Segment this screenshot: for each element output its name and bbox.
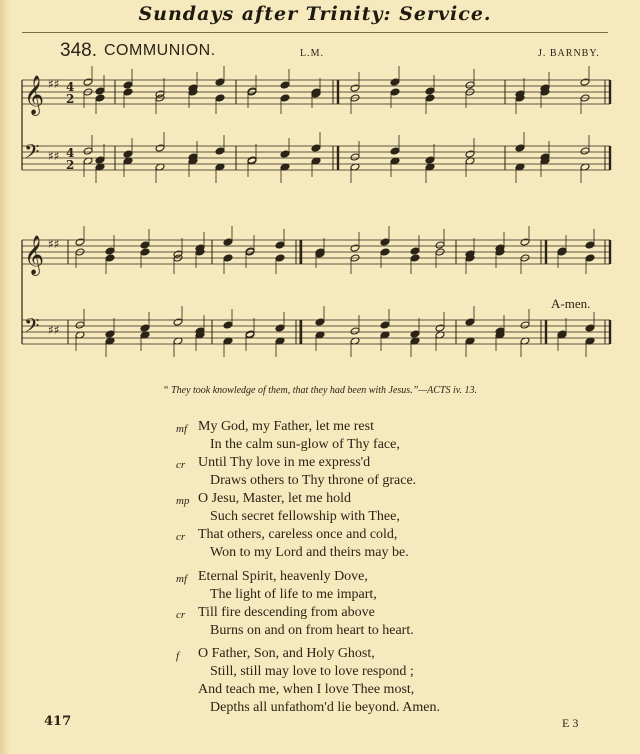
hymn-number: 348. — [60, 40, 97, 61]
note-head — [123, 81, 133, 89]
note-head — [350, 244, 360, 252]
stanza-1 — [178, 418, 416, 490]
note-head — [410, 254, 420, 262]
line-text: Eternal Spirit, heavenly Dove, — [198, 569, 368, 584]
note-head — [223, 238, 233, 246]
treble-clef-icon: 𝄞 — [24, 235, 45, 275]
note-head — [95, 156, 105, 164]
epigraph: “ They took knowledge of them, that they had been with Jesus.”—ACTS iv. 13. — [163, 385, 477, 396]
composer: J. BARNBY. — [538, 48, 600, 59]
note-head — [123, 150, 133, 158]
note-head — [215, 78, 225, 86]
note-head — [380, 248, 390, 256]
note-head — [123, 88, 133, 96]
note-head — [520, 238, 530, 246]
note-head — [425, 87, 435, 95]
line-text: Draws others to Thy throne of grace. — [210, 473, 417, 488]
note-head — [585, 241, 595, 249]
note-head — [315, 318, 325, 326]
line-text: My God, my Father, let me rest — [198, 419, 374, 434]
line-text: Still, still may love to love respond ; — [210, 664, 414, 679]
line-text: Depths all unfathom'd lie beyond. Amen. — [210, 700, 440, 715]
dynamic-marking: cr — [176, 459, 186, 471]
line-text: That others, careless once and cold, — [198, 527, 398, 542]
stanza-3 — [178, 568, 414, 640]
line-text: Burns on and on from heart to heart. — [210, 623, 414, 638]
note-head — [215, 94, 225, 102]
stanza-line — [178, 568, 414, 586]
stanza-line — [178, 663, 440, 681]
note-head — [223, 321, 233, 329]
amen-lyric: A-men. — [551, 296, 591, 311]
dynamic-marking: cr — [176, 531, 186, 543]
bass-clef-icon: 𝄢 — [24, 140, 40, 168]
note-head — [275, 254, 285, 262]
dynamic-marking: cr — [176, 609, 186, 621]
line-text: And teach me, when I love Thee most, — [198, 682, 415, 697]
note-head — [350, 327, 360, 335]
note-head — [140, 241, 150, 249]
time-signature-lower: 2 — [66, 158, 75, 172]
note-head — [410, 247, 420, 255]
stanza-line — [178, 526, 409, 544]
dynamic-marking: f — [176, 650, 180, 662]
note-head — [465, 81, 475, 89]
note-head — [95, 94, 105, 102]
line-text: Won to my Lord and theirs may be. — [210, 545, 409, 560]
note-head — [425, 94, 435, 102]
note-head — [280, 81, 290, 89]
note-head — [280, 94, 290, 102]
note-head — [140, 248, 150, 256]
running-title: Sundays after Trinity: Service. — [138, 3, 492, 25]
note-head — [311, 144, 321, 152]
note-head — [380, 238, 390, 246]
note-head — [280, 150, 290, 158]
note-head — [83, 147, 93, 155]
line-text: In the calm sun-glow of Thy face, — [210, 437, 400, 452]
stanza-line — [178, 586, 414, 604]
stanza-4 — [178, 645, 440, 717]
stanza-line — [178, 544, 409, 562]
note-head — [390, 88, 400, 96]
stanza-line — [178, 490, 409, 508]
stanza-line — [178, 454, 416, 472]
stanza-line — [178, 699, 440, 717]
stanza-line — [178, 418, 416, 436]
stanza-line — [178, 622, 414, 640]
line-text: Until Thy love in me express'd — [198, 455, 371, 470]
dynamic-marking: mf — [176, 423, 187, 435]
note-head — [215, 147, 225, 155]
note-head — [465, 150, 475, 158]
note-head — [425, 156, 435, 164]
note-head — [275, 241, 285, 249]
note-head — [75, 238, 85, 246]
note-head — [515, 144, 525, 152]
note-head — [380, 321, 390, 329]
note-head — [580, 147, 590, 155]
note-head — [350, 153, 360, 161]
note-head — [275, 324, 285, 332]
note-head — [465, 318, 475, 326]
tune-name: COMMUNION. — [104, 42, 216, 59]
note-head — [410, 330, 420, 338]
note-head — [83, 78, 93, 86]
note-head — [105, 247, 115, 255]
line-text: O Father, Son, and Holy Ghost, — [198, 646, 375, 661]
note-head — [223, 254, 233, 262]
note-head — [520, 321, 530, 329]
time-signature-upper: 4 — [66, 146, 75, 160]
stanza-line — [178, 681, 440, 699]
dynamic-marking: mf — [176, 573, 187, 585]
note-head — [390, 78, 400, 86]
stanza-2 — [178, 490, 409, 562]
note-head — [105, 330, 115, 338]
note-head — [580, 78, 590, 86]
stanza-line — [178, 645, 440, 663]
key-signature-sharps: ♯♯ — [48, 237, 60, 251]
line-text: Till fire descending from above — [198, 605, 375, 620]
stanza-line — [178, 508, 409, 526]
key-signature-sharps: ♯♯ — [48, 149, 60, 163]
note-head — [140, 324, 150, 332]
stanza-line — [178, 472, 416, 490]
note-head — [155, 144, 165, 152]
note-head — [75, 321, 85, 329]
page-number: 417 — [44, 714, 72, 729]
line-text: Such secret fellowship with Thee, — [210, 509, 400, 524]
note-head — [435, 241, 445, 249]
bass-clef-icon: 𝄢 — [24, 314, 40, 342]
signature-mark: E 3 — [562, 716, 579, 730]
key-signature-sharps: ♯♯ — [48, 77, 60, 91]
time-signature-upper: 4 — [66, 80, 75, 94]
line-text: The light of life to me impart, — [210, 587, 377, 602]
stanza-line — [178, 604, 414, 622]
stanza-line — [178, 436, 416, 454]
note-head — [95, 87, 105, 95]
dynamic-marking: mp — [176, 495, 190, 507]
note-head — [585, 324, 595, 332]
note-head — [435, 324, 445, 332]
note-head — [173, 318, 183, 326]
treble-clef-icon: 𝄞 — [24, 75, 45, 115]
time-signature-lower: 2 — [66, 92, 75, 106]
note-head — [585, 254, 595, 262]
line-text: O Jesu, Master, let me hold — [198, 491, 352, 506]
key-signature-sharps: ♯♯ — [48, 323, 60, 337]
note-head — [390, 147, 400, 155]
note-head — [350, 84, 360, 92]
meter: L.M. — [300, 48, 324, 59]
note-head — [105, 254, 115, 262]
